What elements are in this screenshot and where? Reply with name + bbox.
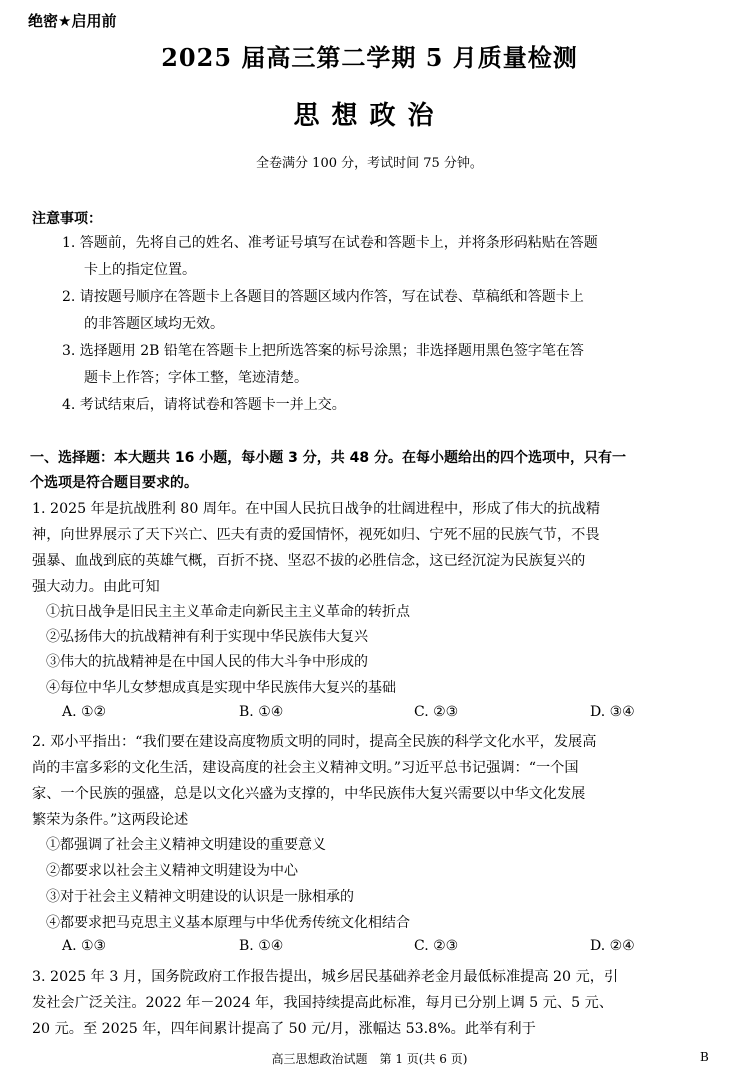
question-2-stem xyxy=(32,729,718,833)
choice-b[interactable]: B. ①④ xyxy=(239,938,284,954)
choice-a[interactable]: A. ①② xyxy=(62,704,107,720)
section-instructions xyxy=(30,446,720,496)
question-2-choices xyxy=(62,938,712,962)
question-2-line: 2. 邓小平指出：“我们要在建设高度物质文明的同时，提高全民族的科学文化水平，发展高 xyxy=(32,734,597,750)
question-1-line: 强大动力。由此可知 xyxy=(32,579,160,595)
paper-type-label: B xyxy=(700,1050,709,1064)
question-3-stem xyxy=(32,964,718,1042)
subject-title: 思想政治 xyxy=(293,101,446,131)
question-1-stem xyxy=(32,496,718,600)
page-footer: 高三思想政治试题 第 1 页(共 6 页) xyxy=(271,1052,468,1066)
notice-item-3-line-1: 3. 选择题用 2B 铅笔在答题卡上把所选答案的标号涂黑；非选择题用黑色签字笔在答 xyxy=(62,343,584,359)
notice-item-2-line-2: 的非答题区域均无效。 xyxy=(84,316,224,332)
question-1-line: 1. 2025 年是抗战胜利 80 周年。在中国人民抗日战争的壮阔进程中，形成了伟大的抗战精 xyxy=(32,501,601,517)
question-1-statement-2: ②弘扬伟大的抗战精神有利于实现中华民族伟大复兴 xyxy=(46,629,368,645)
question-1-statement-1: ①抗日战争是旧民主主义革命走向新民主主义革命的转折点 xyxy=(46,604,410,620)
choice-b[interactable]: B. ①④ xyxy=(239,704,284,720)
question-1-choices xyxy=(62,704,712,728)
question-2-statement-4: ④都要求把马克思主义基本原理与中华优秀传统文化相结合 xyxy=(46,915,410,931)
exam-info: 全卷满分 100 分，考试时间 75 分钟。 xyxy=(256,156,483,171)
question-2-statement-3: ③对于社会主义精神文明建设的认识是一脉相承的 xyxy=(46,889,354,905)
choice-d[interactable]: D. ②④ xyxy=(590,938,635,954)
notice-item-1-line-1: 1. 答题前，先将自己的姓名、准考证号填写在试卷和答题卡上，并将条形码粘贴在答题 xyxy=(62,235,598,251)
notice-item-4-line-1: 4. 考试结束后，请将试卷和答题卡一并上交。 xyxy=(62,397,346,413)
notice-heading: 注意事项： xyxy=(32,211,102,227)
section-line-1: 一、选择题：本大题共 16 小题，每小题 3 分，共 48 分。在每小题给出的四个选项中，只有一 xyxy=(30,450,626,466)
section-line-2: 个选项是符合题目要求的。 xyxy=(30,475,198,491)
notice-item-2-line-1: 2. 请按题号顺序在答题卡上各题目的答题区域内作答，写在试卷、草稿纸和答题卡上 xyxy=(62,289,584,305)
question-2-line: 家、一个民族的强盛，总是以文化兴盛为支撑的，中华民族伟大复兴需要以中华文化发展 xyxy=(32,786,586,802)
secret-label: 绝密★启用前 xyxy=(28,12,117,30)
notice-item-3-line-2: 题卡上作答；字体工整，笔迹清楚。 xyxy=(84,370,308,386)
notice-item-1-line-2: 卡上的指定位置。 xyxy=(84,262,196,278)
question-1-line: 神，向世界展示了天下兴亡、匹夫有责的爱国情怀，视死如归、宁死不屈的民族气节，不畏 xyxy=(32,527,600,543)
question-3-line: 3. 2025 年 3 月，国务院政府工作报告提出，城乡居民基础养老金月最低标准提高 20 元，引 xyxy=(32,969,619,985)
question-2-statement-1: ①都强调了社会主义精神文明建设的重要意义 xyxy=(46,837,326,853)
question-2-line: 繁荣为条件。”这两段论述 xyxy=(32,812,189,828)
question-2-line: 尚的丰富多彩的文化生活，建设高度的社会主义精神文明。”习近平总书记强调：“一个国 xyxy=(32,760,579,776)
exam-title: 2025 届高三第二学期 5 月质量检测 xyxy=(161,43,578,72)
choice-c[interactable]: C. ②③ xyxy=(414,938,459,954)
choice-a[interactable]: A. ①③ xyxy=(62,938,107,954)
question-2-statement-2: ②都要求以社会主义精神文明建设为中心 xyxy=(46,863,298,879)
question-1-line: 强暴、血战到底的英雄气概，百折不挠、坚忍不拔的必胜信念，这已经沉淀为民族复兴的 xyxy=(32,553,586,569)
question-3-line: 发社会广泛关注。2022 年－2024 年，我国持续提高此标准，每月已分别上调 5 元、5 元、 xyxy=(32,995,614,1011)
question-1-statement-4: ④每位中华儿女梦想成真是实现中华民族伟大复兴的基础 xyxy=(46,680,396,696)
question-3-line: 20 元。至 2025 年，四年间累计提高了 50 元/月，涨幅达 53.8%。此举有利于 xyxy=(32,1021,536,1037)
choice-d[interactable]: D. ③④ xyxy=(590,704,635,720)
question-1-statement-3: ③伟大的抗战精神是在中国人民的伟大斗争中形成的 xyxy=(46,654,368,670)
choice-c[interactable]: C. ②③ xyxy=(414,704,459,720)
